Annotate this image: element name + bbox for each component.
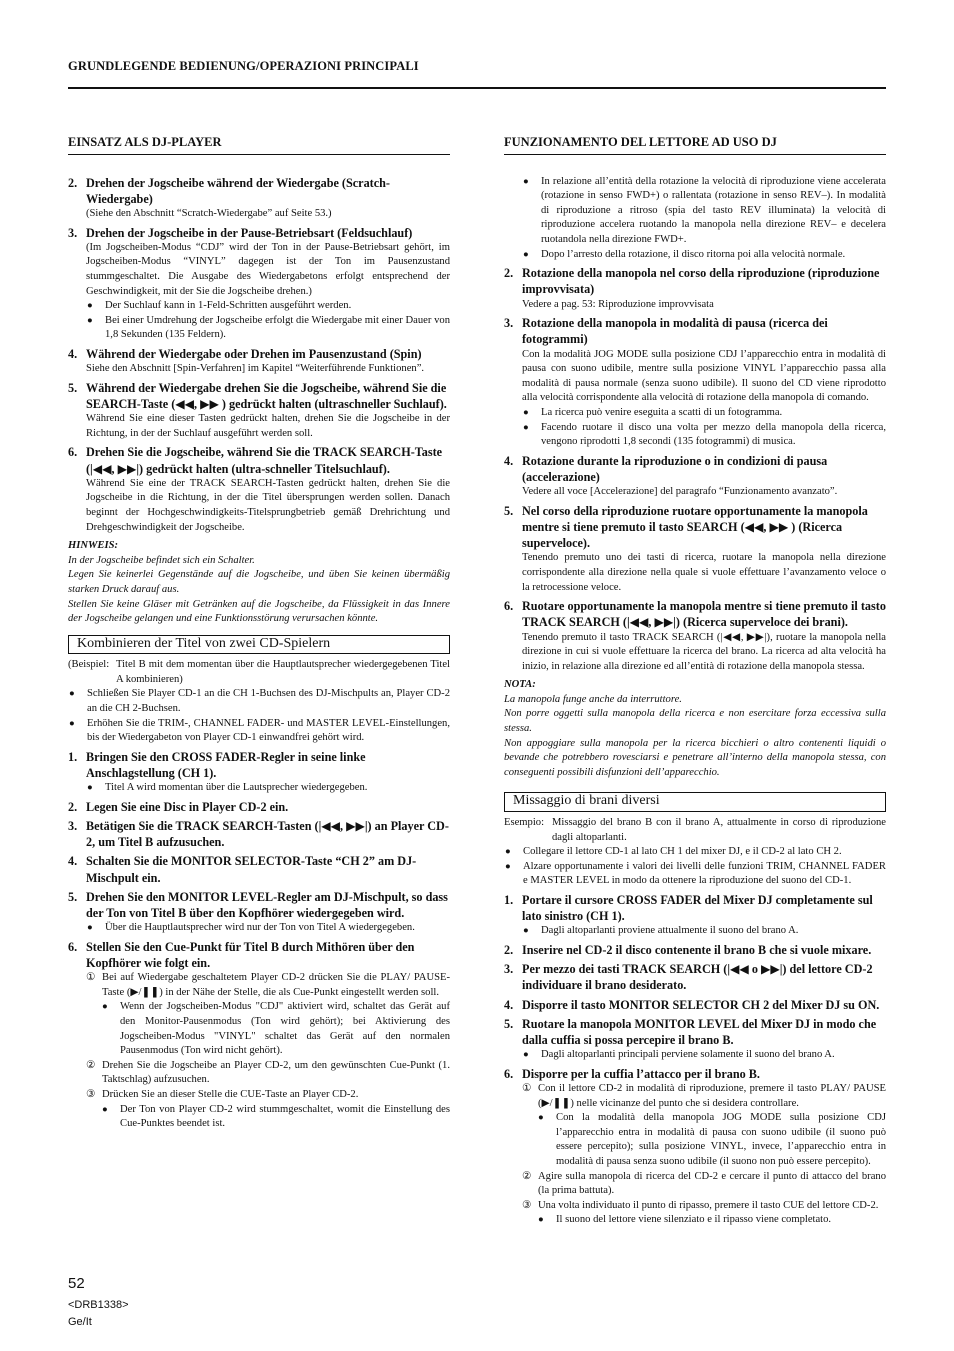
bullet-item: ● Schließen Sie Player CD-1 an die CH 1-Buchsen des DJ-Mischpults an, Player CD-2 an die CH 2-Buchsen. — [69, 688, 450, 715]
example: (Beispiel: Titel B mit dem momentan über die Hauptlautsprecher wiedergegebenen Titel A kombinieren) — [68, 659, 450, 685]
left-step-6: 6. Drehen Sie die Jogscheibe, während Sie die TRACK SEARCH-Taste (|◀◀, ▶▶|) gedrückt halten (ultra-schneller Titelsuchlauf). Während Sie eine der TRACK SEARCH-Tasten gedrückt halten, drehen Sie die Jogscheibe in die Richtung, in der die Titel übersprungen werden sollen. Danach beginnt der Hochgeschwindigkeits-Titelsprungbetrieb gemäß Drehrichtung und Drehgeschwindigkeit der Jogscheibe. — [68, 444, 450, 535]
bullet-item: ● Titel A wird momentan über die Lautsprecher wiedergegeben. — [87, 782, 368, 794]
left-column — [68, 135, 450, 1132]
bullet-item: ● Über die Hauptlautsprecher wird nur der Ton von Titel A wiedergegeben. — [87, 922, 415, 934]
header-rule — [68, 87, 886, 89]
right-m-step-5: 5. Ruotare la manopola MONITOR LEVEL del Mixer DJ in modo che dalla cuffia si possa percepire il brano B. ● Dagli altoparlanti principali perviene solamente il suono del brano A. — [504, 1016, 886, 1063]
note-line: Legen Sie keinerlei Gegenstände auf die Jogscheibe, und üben Sie keinen übermäßig starken Druck darauf aus. — [68, 569, 450, 595]
example: Esempio: Missaggio del brano B con il brano A, attualmente in corso di riproduzione dagli altoparlanti. — [504, 817, 886, 843]
right-box-title: Missaggio di brani diversi — [504, 792, 886, 812]
step-heading: Drehen Sie die Jogscheibe, während Sie die TRACK SEARCH-Taste (|◀◀, ▶▶|) gedrückt halten (ultra-schneller Titelsuchlauf). — [86, 445, 443, 476]
note-line: Stellen Sie keine Gläser mit Getränken auf die Jogscheibe, da Flüssigkeit in das Innere der Jogscheibe gelangen und eine Funktionsstörung verursachen könnte. — [68, 598, 450, 625]
right-m-step-2: 2. Inserire nel CD-2 il disco contenente il brano B che si vuole mixare. — [504, 943, 872, 958]
left-step-3: 3. Drehen der Jogscheibe in der Pause-Betriebsart (Feldsuchlauf) (Im Jogscheiben-Modus “CDJ” wird der Ton in der Pause-Betriebsart gehört, im Jogscheiben-Modus “VINYL” dagegen ist der Ton im Pausenzustand stummgeschaltet. Die Ausgabe des Wiedergabetons erfolgt entsprechend der Geschwindigkeit, mit der Sie die Jogscheibe drehen.) ● Der Suchlauf kann in 1-Feld-Schritten ausgeführt werden. ● Bei einer Umdrehung der Jogscheibe erfolgt die Wiedergabe mit einer Dauer von 1,8 Sekunden (135 Feldern). — [68, 225, 450, 343]
bullet-item: ● Der Ton von Player CD-2 wird stummgeschaltet, womit die Einstellung des Cue-Punktes beendet ist. — [102, 1103, 450, 1130]
left-step-4: 4. Während der Wiedergabe oder Drehen im Pausenzustand (Spin) Siehe den Abschnitt [Spin-Verfahren] im Kapitel “Weiterführende Funktionen”. — [68, 346, 450, 377]
right-step-5: 5. Nel corso della riproduzione ruotare opportunamente la manopola mentre si tiene premuto il tasto SEARCH (◀◀, ▶▶ ) (Ricerca superveloce). Tenendo premuto uno dei tasti di ricerca, ruotare la manopola nella direzione corrispondente alla direzione nella quale si vuole effettuare l’avanzamento veloce o la retrocessione veloce. — [504, 503, 886, 593]
left-section-title: EINSATZ ALS DJ-PLAYER — [68, 135, 450, 155]
bullet-item: ● Dagli altoparlanti principali perviene solamente il suono del brano A. — [523, 1049, 835, 1061]
right-step-6: 6. Ruotare opportunamente la manopola mentre si tiene premuto il tasto TRACK SEARCH (|◀◀, ▶▶|) (Ricerca superveloce dei brani). Tenendo premuto il tasto TRACK SEARCH (|◀◀, ▶▶|), ruotare la manopola nella direzione in cui si vuole effettuare la ricerca del brano. La ricerca ad alta velocità ha inizio, in relazione alla direzione ed all’entità di rotazione della manopola stessa. — [504, 599, 886, 672]
bullet-item: ● Dagli altoparlanti proviene attualmente il suono del brano A. — [523, 925, 799, 937]
note-line: Non appoggiare sulla manopola per la ricerca bicchieri o altro contenenti liquidi o bevande che potrebbero rovesciarsi e penetrare all’interno della manopola stessa, con conseguenti possibili disfunzioni dell’apparecchio. — [504, 737, 886, 778]
right-column — [504, 135, 886, 1228]
bullet-item: ● Der Suchlauf kann in 1-Feld-Schritten ausgeführt werden. — [87, 300, 352, 312]
right-m-step-3: 3. Per mezzo dei tasti TRACK SEARCH (|◀◀ o ▶▶|) del lettore CD-2 individuare il brano desiderato. — [504, 962, 873, 993]
right-m-step-4: 4. Disporre il tasto MONITOR SELECTOR CH 2 del Mixer DJ su ON. — [504, 997, 880, 1012]
bullet-item: ● Con la modalità della manopola JOG MODE sulla posizione CDJ l’apparecchio entra in modalità di pausa con suono udibile (il suono può essere percepito); sulla posizione VINYL, invece, l’apparecchio entra in modalità di pausa senza suono udibile (il suono non può essere percepito). — [538, 1112, 886, 1167]
step-text: Während Sie eine dieser Tasten gedrückt halten, drehen Sie die Jogscheibe in der Richtung, in der der Suchlauf ausgeführt werden soll. — [86, 413, 450, 439]
note-line: La manopola funge anche da interruttore. — [504, 693, 682, 705]
note-line: Non porre oggetti sulla manopola della ricerca e non esercitare forza eccessiva sulla stessa. — [504, 708, 886, 735]
right-m-step-6: 6. Disporre per la cuffia l’attacco per il brano B. ① Con il lettore CD-2 in modalità di riproduzione, premere il tasto PLAY/ PAUSE (▶/❚❚) nelle vicinanze del punto che si desidera controllare. ● Con la modalità della manopola JOG MODE sulla posizione CDJ l’apparecchio entra in modalità di pausa con suono udibile (il suono può essere percepito); sulla posizione VINYL, invece, l’apparecchio entra in modalità di pausa senza suono udibile (il suono non può essere percepito). ② Agire sulla manopola di ricerca del CD-2 e cercare il punto di attacco del brano (la prima battuta). ③ Una volta individuato il punto di ripasso, premere il tasto CUE del lettore CD-2. ● Il suono del lettore viene silenziato e il ripasso viene completato. — [504, 1066, 886, 1228]
left-step-5: 5. Während der Wiedergabe drehen Sie die Jogscheibe, während Sie die SEARCH-Taste (◀◀, ▶▶ ) gedrückt halten (ultraschneller Suchlauf). Während Sie eine dieser Tasten gedrückt halten, drehen Sie die Jogscheibe in der Richtung, in der der Suchlauf ausgeführt werden soll. — [68, 380, 450, 442]
left-k-step-5: 5. Drehen Sie den MONITOR LEVEL-Regler am DJ-Mischpult, so dass der Ton von Titel B über den Kopfhörer wiedergegeben wird. ● Über die Hauptlautsprecher wird nur der Ton von Titel A wiedergegeben. — [68, 889, 450, 936]
bullet-item: ● Il suono del lettore viene silenziato e il ripasso viene completato. — [538, 1214, 832, 1226]
right-m-step-1: 1. Portare il cursore CROSS FADER del Mixer DJ completamente sul lato sinistro (CH 1). ● Dagli altoparlanti proviene attualmente il suono del brano A. — [504, 892, 886, 939]
page-number: 52 — [68, 1275, 85, 1292]
doc-code: <DRB1338> Ge/It — [68, 1299, 129, 1328]
right-step-4: 4. Rotazione durante la riproduzione o in condizioni di pausa (accelerazione) Vedere all voce [Accelerazione] del paragrafo “Funzionamento avanzato”. — [504, 453, 838, 498]
left-box-title: Kombinieren der Titel von zwei CD-Spielern — [68, 635, 450, 655]
bullet-item: ● Collegare il lettore CD-1 al lato CH 1 del mixer DJ, e il CD-2 al lato CH 2. — [505, 846, 842, 858]
left-k-step-6: 6. Stellen Sie den Cue-Punkt für Titel B durch Mithören über den Kopfhörer wie folgt ein. ① Bei auf Wiedergabe geschaltetem Player CD-2 drücken Sie die PLAY/ PAUSE-Taste (▶/❚❚) in der Nähe der Stelle, die als Cue-Punkt eingestellt werden soll. ● Wenn der Jogscheiben-Modus "CDJ" aktiviert wird, schaltet das Gerät auf den Monitor-Pausenmodus (Ton wird gehört); bei Aktivierung des Jogscheiben-Modus "VINYL" schaltet das Gerät auf den normalen Pausenmodus (Ton wird nicht gehört). ② Drehen Sie die Jogscheibe an Player CD-2, um den gewünschten Cue-Punkt (1. Taktschlag) aufzusuchen. ③ Drücken Sie an dieser Stelle die CUE-Taste an Player CD-2. ● Der Ton von Player CD-2 wird stummgeschaltet, womit die Einstellung des Cue-Punktes beendet ist. — [68, 939, 450, 1132]
bullet-item: ● Wenn der Jogscheiben-Modus "CDJ" aktiviert wird, schaltet das Gerät auf den Monitor-Pausenmodus (Ton wird gehört); bei Aktivierung des Jogscheiben-Modus "VINYL" schaltet das Gerät auf den normalen Pausenmodus (Ton wird nicht gehört). — [102, 1001, 450, 1057]
sub-step: ① Con il lettore CD-2 in modalità di riproduzione, premere il tasto PLAY/ PAUSE (▶/❚❚) nelle vicinanze del punto che si desidera controllare. — [522, 1083, 886, 1109]
step-text: (Im Jogscheiben-Modus “CDJ” wird der Ton in der Pause-Betriebsart gehört, im Jogscheiben-Modus “VINYL” dagegen ist der Ton im Pausenzustand stummgeschaltet. Die Ausgabe des Wiedergabetons erfolgt entsprechend der Geschwindigkeit, mit der Sie die Jogscheibe drehen.) — [86, 241, 450, 297]
left-step-2: 2. Drehen der Jogscheibe während der Wiedergabe (Scratch-Wiedergabe) (Siehe den Abschnitt “Scratch-Wiedergabe” auf Seite 53.) — [68, 175, 450, 222]
page-header: GRUNDLEGENDE BEDIENUNG/OPERAZIONI PRINCIPALI — [68, 59, 419, 73]
note-heading: HINWEIS: — [68, 540, 119, 552]
left-k-step-2: 2. Legen Sie eine Disc in Player CD-2 ein. — [68, 799, 289, 814]
sub-step: ③ Drücken Sie an dieser Stelle die CUE-Taste an Player CD-2. — [86, 1089, 359, 1101]
bullet-item: ● La ricerca può venire eseguita a scatti di un fotogramma. — [523, 406, 783, 418]
sub-step: ① Bei auf Wiedergabe geschaltetem Player CD-2 drücken Sie die PLAY/ PAUSE-Taste (▶/❚❚) in der Nähe der Stelle, die als Cue-Punkt eingestellt werden soll. — [86, 972, 450, 998]
step-heading: Drehen der Jogscheibe in der Pause-Betriebsart (Feldsuchlauf) — [86, 225, 413, 240]
bullet-item: ● In relazione all’entità della rotazione la velocità di riproduzione viene accelerata (rotazione in senso FWD+) o rallentata (rotazione in senso REV–). In modalità di riproduzione a ritroso (spia del tasto REV illuminata) la velocità di riproduzione accelera ruotando la manopola nella direzione REV– e decelera ruotandola nella direzione FWD+. — [523, 175, 886, 245]
step-heading: Drehen der Jogscheibe während der Wiedergabe (Scratch-Wiedergabe) — [86, 175, 390, 206]
step-text: (Siehe den Abschnitt “Scratch-Wiedergabe” auf Seite 53.) — [86, 208, 332, 219]
note-heading: NOTA: — [504, 679, 536, 691]
bullet-item: ● Facendo ruotare il disco una volta per mezzo della manopola della ricerca, vengono riprodotti 1,8 secondi (135 fotogrammi) di musica. — [523, 421, 886, 448]
sub-step: ③ Una volta individuato il punto di ripasso, premere il tasto CUE del lettore CD-2. — [522, 1199, 879, 1211]
bullet-item: ● Erhöhen Sie die TRIM-, CHANNEL FADER- und MASTER LEVEL-Einstellungen, bis der Wiedergabeton von Player CD-1 einwandfrei gehört wird. — [69, 717, 450, 744]
step-heading: Während der Wiedergabe oder Drehen im Pausenzustand (Spin) — [86, 346, 422, 361]
right-step-2: 2. Rotazione della manopola nel corso della riproduzione (riproduzione improvvisata) Vedere a pag. 53: Riproduzione improvvisata — [504, 266, 880, 310]
step-heading: Während der Wiedergabe drehen Sie die Jogscheibe, während Sie die SEARCH-Taste (◀◀, ▶▶ ) gedrückt halten (ultraschneller Suchlauf). — [86, 380, 447, 411]
bullet-item: ● Dopo l’arresto della rotazione, il disco ritorna poi alla velocità normale. — [523, 248, 846, 260]
step-text: Siehe den Abschnitt [Spin-Verfahren] im Kapitel “Weiterführende Funktionen”. — [86, 363, 425, 375]
right-section-title: FUNZIONAMENTO DEL LETTORE AD USO DJ — [504, 135, 886, 155]
bullet-item: ● Bei einer Umdrehung der Jogscheibe erfolgt die Wiedergabe mit einer Dauer von 1,8 Sekunden (135 Feldern). — [87, 314, 450, 341]
sub-step: ② Agire sulla manopola di ricerca del CD-2 e cercare il punto di attacco del brano (la prima battuta). — [522, 1170, 886, 1197]
note-line: In der Jogscheibe befindet sich ein Schalter. — [68, 554, 255, 566]
left-k-step-1: 1. Bringen Sie den CROSS FADER-Regler in seine linke Anschlagstellung (CH 1). ● Titel A wird momentan über die Lautsprecher wiedergegeben. — [68, 749, 450, 796]
step-text: Während Sie eine der TRACK SEARCH-Tasten gedrückt halten, drehen Sie die Jogscheibe in die Richtung, in der die Titel übersprungen werden sollen. Danach beginnt der Hochgeschwindigkeits-Titelsprungbetrieb gemäß Drehrichtung und Drehgeschwindigkeit der Jogscheibe. — [86, 477, 450, 533]
left-k-step-4: 4. Schalten Sie die MONITOR SELECTOR-Taste “CH 2” am DJ-Mischpult ein. — [68, 854, 417, 885]
right-step-3: 3. Rotazione della manopola in modalità di pausa (ricerca dei fotogrammi) Con la modalità JOG MODE sulla posizione CDJ l’apparecchio entra in modalità di pausa con suono udibile, mentre sulla posizione VINYL l’apparecchio passa alla modalità di pausa normale (senza suono udibile). Il suono del CD viene riprodotto alla velocità corrispondente alla velocità di rotazione della manopola di comando. ● La ricerca può venire eseguita a scatti di un fotogramma. ● Facendo ruotare il disco una volta per mezzo della manopola della ricerca, vengono riprodotti 1,8 secondi (135 fotogrammi) di musica. — [504, 315, 886, 450]
bullet-item: ● Alzare opportunamente i valori dei livelli delle funzioni TRIM, CHANNEL FADER e MASTER LEVEL in modo da ottenere la riproduzione del suono del CD-1. — [505, 860, 886, 887]
sub-step: ② Drehen Sie die Jogscheibe an Player CD-2, um den gewünschten Cue-Punkt (1. Taktschlag) aufzusuchen. — [86, 1059, 450, 1086]
left-k-step-3: 3. Betätigen Sie die TRACK SEARCH-Tasten (|◀◀, ▶▶|) an Player CD-2, um Titel B aufzusuchen. — [68, 819, 449, 850]
